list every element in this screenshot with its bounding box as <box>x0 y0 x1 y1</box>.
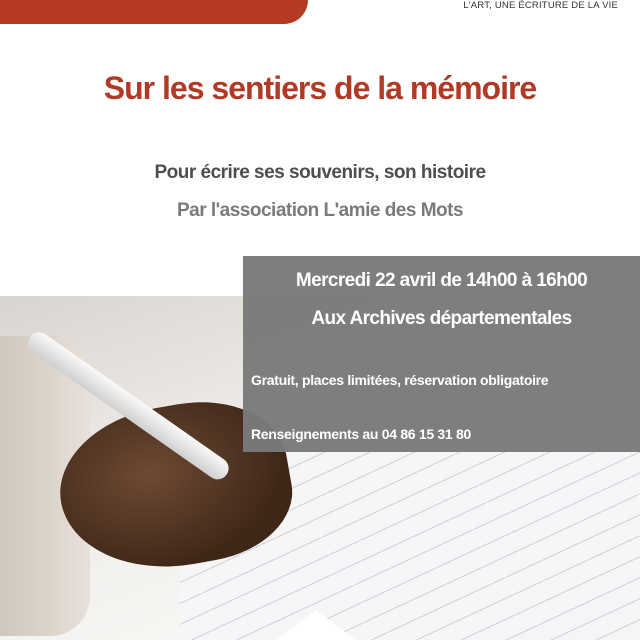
mountain-logo-icon <box>276 610 356 640</box>
event-info-box <box>243 256 640 452</box>
event-location: Aux Archives départementales <box>311 308 572 329</box>
subtitle: Pour écrire ses souvenirs, son histoire <box>154 162 486 183</box>
organizer: Par l'association L'amie des Mots <box>176 200 464 221</box>
event-conditions: Gratuit, places limitées, réservation obligatoire <box>251 372 549 388</box>
tagline: L'ART, UNE ÉCRITURE DE LA VIE <box>463 0 618 11</box>
event-contact: Renseignements au 04 86 15 31 80 <box>251 426 471 442</box>
logo-red-shape <box>0 0 308 24</box>
page-title: Sur les sentiers de la mémoire <box>103 70 537 106</box>
event-date: Mercredi 22 avril de 14h00 à 16h00 <box>295 270 588 291</box>
